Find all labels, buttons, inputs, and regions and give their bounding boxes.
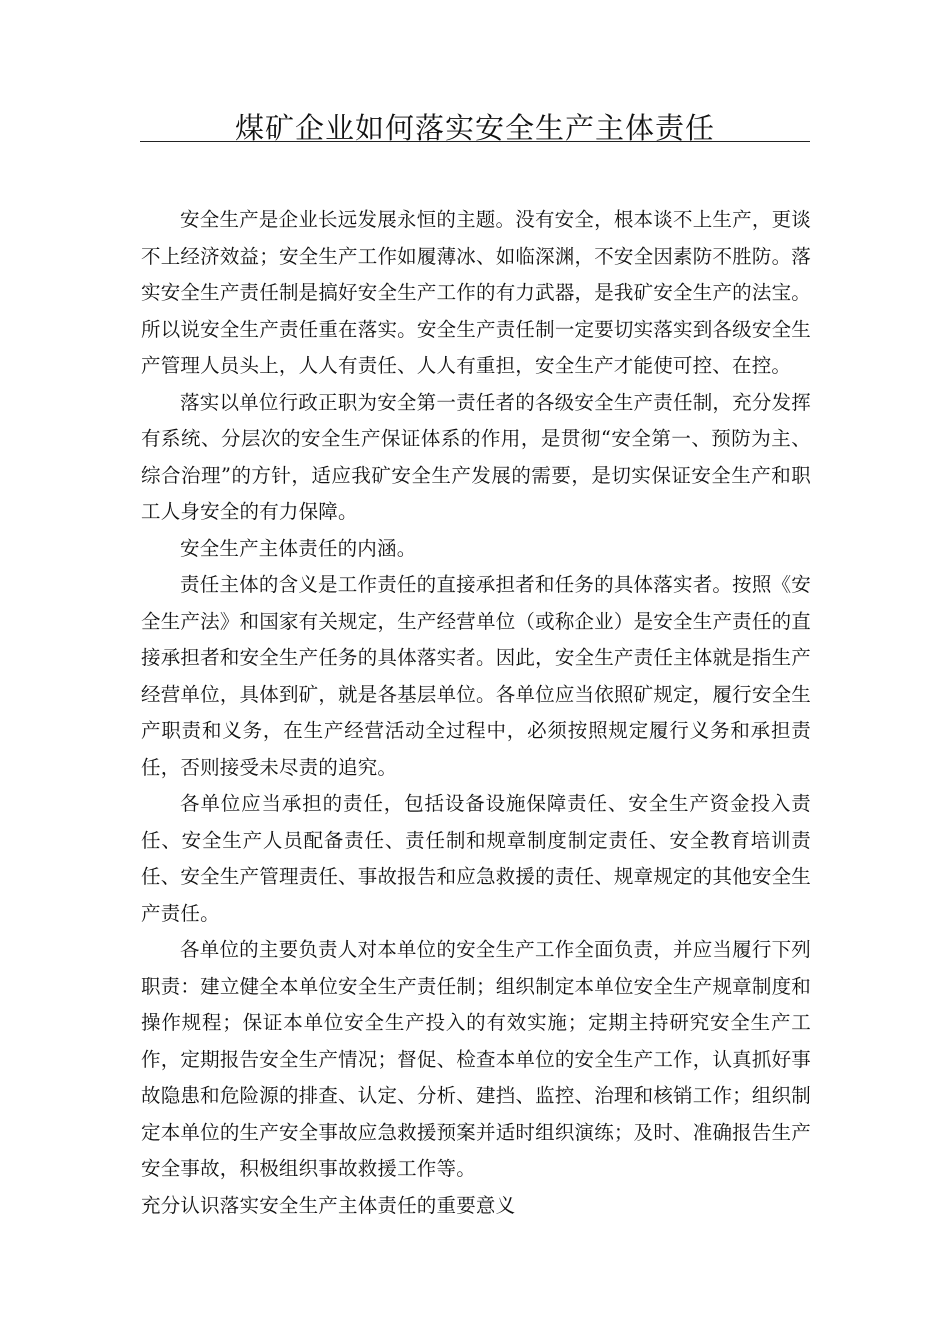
paragraph-responsible-subject: 责任主体的含义是工作责任的直接承担者和任务的具体落实者。按照《安全生产法》和国家有关规定，生产经营单位（或称企业）是安全生产责任的直接承担者和安全生产任务的具体落实者。因此，安全生产责任主体就是指生产经营单位，具体到矿，就是各基层单位。各单位应当依照矿规定，履行安全生产职责和义务，在生产经营活动全过程中，必须按照规定履行义务和承担责任，否则接受未尽责的追究。 xyxy=(141,573,811,779)
title-underline xyxy=(140,141,810,142)
paragraph-leader-duties: 各单位的主要负责人对本单位的安全生产工作全面负责，并应当履行下列职责：建立健全本单位安全生产责任制；组织制定本单位安全生产规章制度和操作规程；保证本单位安全生产投入的有效实施；定期主持研究安全生产工作，定期报告安全生产情况；督促、检查本单位的安全生产工作，认真抓好事故隐患和危险源的排查、认定、分析、建挡、监控、治理和核销工作；组织制定本单位的生产安全事故应急救援预案并适时组织演练；及时、准确报告生产安全事故，积极组织事故救援工作等。 xyxy=(141,938,811,1180)
paragraph-intro: 安全生产是企业长远发展永恒的主题。没有安全，根本谈不上生产，更谈不上经济效益；安全生产工作如履薄冰、如临深渊，不安全因素防不胜防。落实安全生产责任制是搞好安全生产工作的有力武器，是我矿安全生产的法宝。所以说安全生产责任重在落实。安全生产责任制一定要切实落实到各级安全生产管理人员头上，人人有责任、人人有重担，安全生产才能使可控、在控。 xyxy=(141,208,811,377)
paragraph-connotation-heading: 安全生产主体责任的内涵。 xyxy=(180,536,417,560)
paragraph-responsibility-system: 落实以单位行政正职为安全第一责任者的各级安全生产责任制，充分发挥有系统、分层次的安全生产保证体系的作用，是贯彻“安全第一、预防为主、综合治理”的方针，适应我矿安全生产发展的需要，是切实保证安全生产和职工人身安全的有力保障。 xyxy=(141,390,811,523)
document-body xyxy=(141,202,811,1224)
document-title: 煤矿企业如何落实安全生产主体责任 xyxy=(234,111,715,145)
paragraph-unit-responsibilities: 各单位应当承担的责任，包括设备设施保障责任、安全生产资金投入责任、安全生产人员配备责任、责任制和规章制度制定责任、安全教育培训责任、安全生产管理责任、事故报告和应急救援的责任、规章规定的其他安全生产责任。 xyxy=(141,792,811,925)
section-heading: 充分认识落实安全生产主体责任的重要意义 xyxy=(141,1193,516,1217)
